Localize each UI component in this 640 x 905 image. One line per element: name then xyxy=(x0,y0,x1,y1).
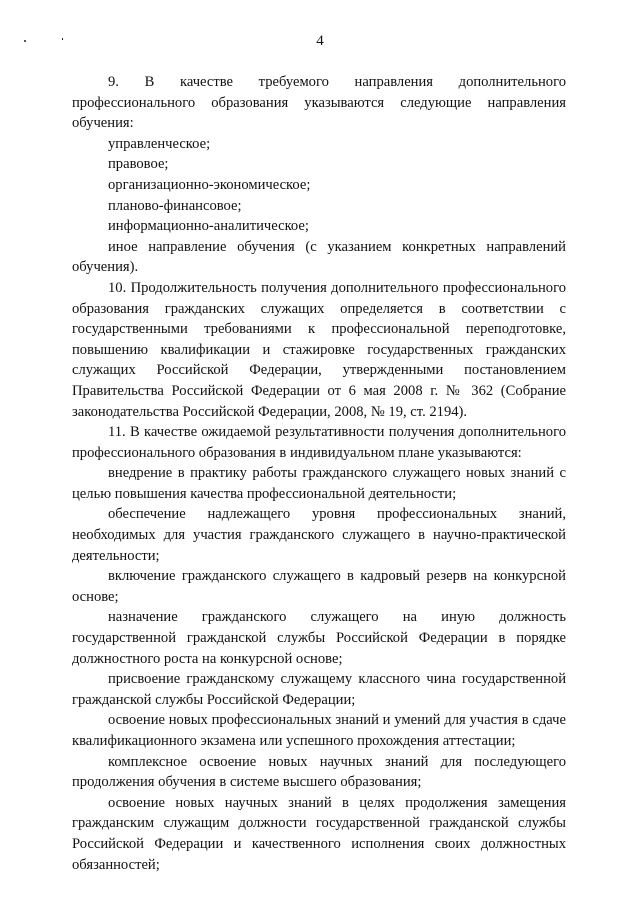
list-item: правовое; xyxy=(108,156,169,173)
list-item: внедрение в практику работы гражданского служащего новых знаний с целью повышения качества профессиональной деятельности; xyxy=(72,465,566,502)
list-item: включение гражданского служащего в кадровый резерв на конкурсной основе; xyxy=(72,568,566,605)
list-item: планово-финансовое; xyxy=(108,197,242,214)
list-item: управленческое; xyxy=(108,135,211,152)
paragraph-10: 10. Продолжительность получения дополнительного профессионального образования гражданских служащих определяется в соответствии с государственными требованиями к профессиональной переподготовке, повышению квалификации и стажировке государственных гражданских служащих Российской Федерации, утвержденными постановлением Правительства Российской Федерации от 6 мая 2008 г. № 362 (Собрание законодательства Российской Федерации, 2008, № 19, ст. 2194). xyxy=(72,279,566,420)
page-number: 4 xyxy=(316,33,324,49)
list-item: освоение новых профессиональных знаний и умений для участия в сдаче квалификационного экзамена или успешного прохождения аттестации; xyxy=(72,712,566,749)
list-item: иное направление обучения (с указанием конкретных направлений обучения). xyxy=(72,238,566,276)
list-item: организационно-экономическое; xyxy=(108,176,311,193)
list-item: назначение гражданского служащего на иную должность государственной гражданской службы Российской Федерации в порядке должностного роста на конкурсной основе; xyxy=(72,609,566,667)
document-body xyxy=(72,72,566,875)
paragraph-11: 11. В качестве ожидаемой результативности получения дополнительного профессионального образования в индивидуальном плане указываются: xyxy=(72,424,566,461)
list-item: обеспечение надлежащего уровня профессиональных знаний, необходимых для участия гражданского служащего в научно-практической деятельности; xyxy=(72,506,566,564)
list-item: информационно-аналитическое; xyxy=(108,218,309,235)
list-item: освоение новых научных знаний в целях продолжения замещения гражданским служащим должности государственной гражданской службы Российской Федерации и качественного исполнения своих должностных обязанностей; xyxy=(72,794,566,873)
list-item: присвоение гражданскому служащему классного чина государственной гражданской службы Российской Федерации; xyxy=(72,671,566,708)
list-item: комплексное освоение новых научных знаний для последующего продолжения обучения в системе высшего образования; xyxy=(72,753,566,791)
paragraph-9: 9. В качестве требуемого направления дополнительного профессионального образования указываются следующие направления обучения: xyxy=(72,74,566,132)
